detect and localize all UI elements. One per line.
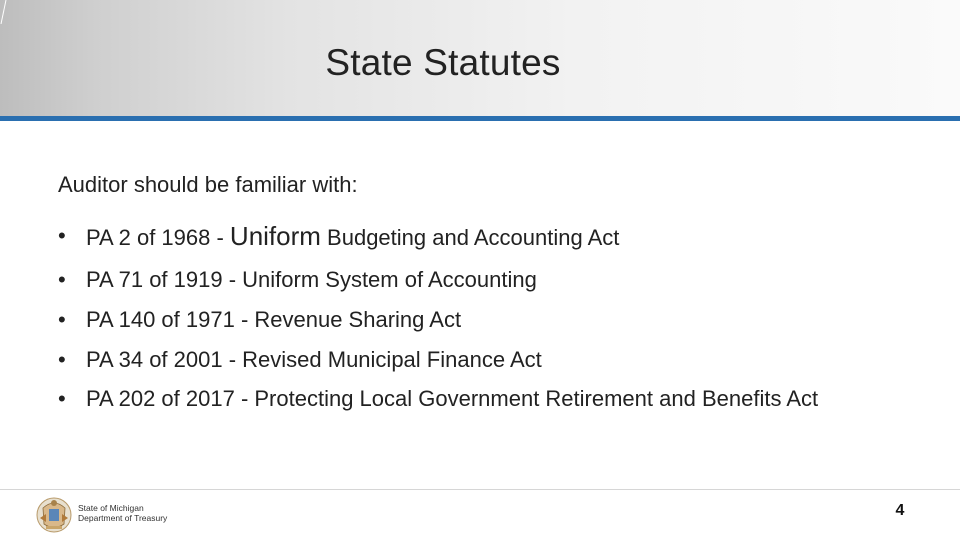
intro-text: Auditor should be familiar with: [58,172,358,197]
list-item [58,302,878,338]
list-item [58,342,878,378]
title-divider [0,116,960,121]
agency-name [78,503,167,523]
slide-title: State Statutes [325,42,561,83]
list-item-text: PA 2 of 1968 - Uniform Budgeting and Accounting Act [86,221,620,251]
list-item-text: PA 202 of 2017 - Protecting Local Government Retirement and Benefits Act [86,386,819,411]
agency-line-1: State of Michigan [78,503,144,513]
list-item-text: PA 34 of 2001 - Revised Municipal Finance Act [86,347,542,372]
footer-divider [0,489,960,490]
bullet-icon: • [58,223,66,248]
michigan-seal-icon [34,494,74,534]
agency-line-2: Department of Treasury [78,513,168,523]
bullet-icon: • [58,386,66,411]
header-band [0,0,960,116]
bullet-icon: • [58,267,66,292]
corner-accent-line [0,0,10,24]
list-item-text: PA 71 of 1919 - Uniform System of Accounting [86,267,537,292]
bullet-icon: • [58,307,66,332]
list-item [58,382,878,416]
page-number: 4 [895,502,905,519]
list-item-text: PA 140 of 1971 - Revenue Sharing Act [86,307,462,332]
statute-list [58,216,878,416]
list-item [58,262,878,298]
bullet-icon: • [58,347,66,372]
list-item [58,216,878,258]
